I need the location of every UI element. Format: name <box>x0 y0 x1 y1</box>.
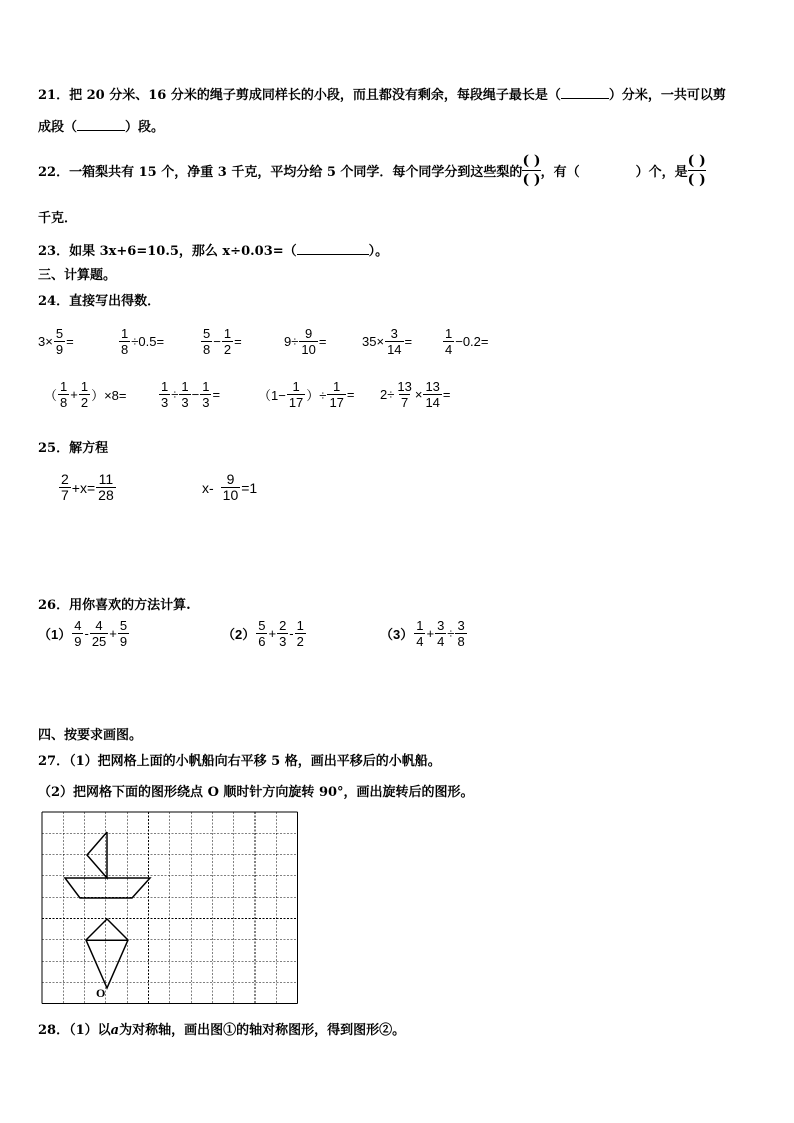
q27-line2: （2）把网格下面的图形绕点 O 顺时针方向旋转 90°，画出旋转后的图形。 <box>38 785 474 800</box>
drawing-grid[interactable] <box>40 810 304 1010</box>
circled-1-label: ① <box>223 1023 237 1038</box>
point-o-label: O <box>96 986 106 1000</box>
q21-line1: 21．把 20 分米、16 分米的绳子剪成同样长的小段，而且都没有剩余，每段绳子最长是（ ）分米，一共可以剪 <box>38 88 726 103</box>
q24-expr-6: $\frac{1}{4}$ −0.2= <box>445 326 489 357</box>
answer-blank[interactable] <box>77 118 125 131</box>
section-heading-4: 四、按要求画图。 <box>38 728 143 743</box>
q25-equation-1: $\frac{2}{7}$ +x= $\frac{11}{28}$ <box>61 471 114 503</box>
answer-blank[interactable] <box>297 242 369 255</box>
circled-2-label: ② <box>379 1023 393 1038</box>
q25-title: 25．解方程 <box>38 441 109 456</box>
q24-expr-4: 9÷ $\frac{9}{10}$ = <box>284 326 327 357</box>
sailboat-sail <box>87 832 107 878</box>
q24-expr-9: （1− $\frac{1}{17}$ ）÷ $\frac{1}{17}$ = <box>258 379 355 410</box>
q24-expr-10: 2÷ $\frac{13}{7}$ × $\frac{13}{14}$ = <box>380 379 451 410</box>
answer-blank[interactable] <box>561 86 609 99</box>
grid-lines <box>42 812 298 1004</box>
q26-expr-2: （2） $\frac{5}{6}$ + $\frac{2}{3}$ - $\frac{1}{2}$ <box>222 618 304 649</box>
q24-expr-1: 3× $\frac{5}{9}$ = <box>38 326 74 357</box>
q27-line1: 27．（1）把网格上面的小帆船向右平移 5 格，画出平移后的小帆船。 <box>38 754 441 769</box>
section-heading-3: 三、计算题。 <box>38 268 117 283</box>
fraction-blank[interactable]: $\frac{( )}{( )}$ <box>687 152 706 188</box>
q26-title: 26．用你喜欢的方法计算. <box>38 598 191 613</box>
fraction-blank[interactable]: $\frac{( )}{( )}$ <box>522 152 541 188</box>
q24-expr-3: $\frac{5}{8}$ − $\frac{1}{2}$ = <box>203 326 242 357</box>
q22-line1: 22． 一箱梨共有 15 个，净重 3 千克，平均分给 5 个同学．每个同学分到这些梨的 $\frac{( )}{( )}$ ，有（ ）个，是 $\frac{( )}{( )}$ <box>38 152 706 188</box>
q24-expr-7: （ $\frac{1}{8}$ + $\frac{1}{2}$ ）×8= <box>44 379 127 410</box>
sailboat-hull <box>65 878 150 898</box>
q26-expr-3: （3） $\frac{1}{4}$ + $\frac{3}{4}$ ÷ $\frac{3}{8}$ <box>380 618 465 649</box>
kite-shape <box>86 919 128 988</box>
q24-expr-5: 35× $\frac{3}{14}$ = <box>362 326 413 357</box>
q21-line2: 成段（ ）段。 <box>38 120 165 135</box>
q24-title: 24．直接写出得数． <box>38 294 161 309</box>
q24-expr-2: $\frac{1}{8}$ ÷0.5= <box>121 326 165 357</box>
q25-equation-2: x- $\frac{9}{10}$ =1 <box>202 471 258 503</box>
q22-line2: 千克． <box>38 211 78 226</box>
q24-expr-8: $\frac{1}{3}$ ÷ $\frac{1}{3}$ − $\frac{1}{3}$ = <box>161 379 221 410</box>
q23: 23．如果 3x+6=10.5，那么 x÷0.03=（ ）。 <box>38 244 389 259</box>
q26-expr-1: （1） $\frac{4}{9}$ - $\frac{4}{25}$ + $\frac{5}{9}$ <box>38 618 128 649</box>
q28: 28．（1）以a为对称轴，画出图①的轴对称图形，得到图形②。 <box>38 1023 406 1038</box>
